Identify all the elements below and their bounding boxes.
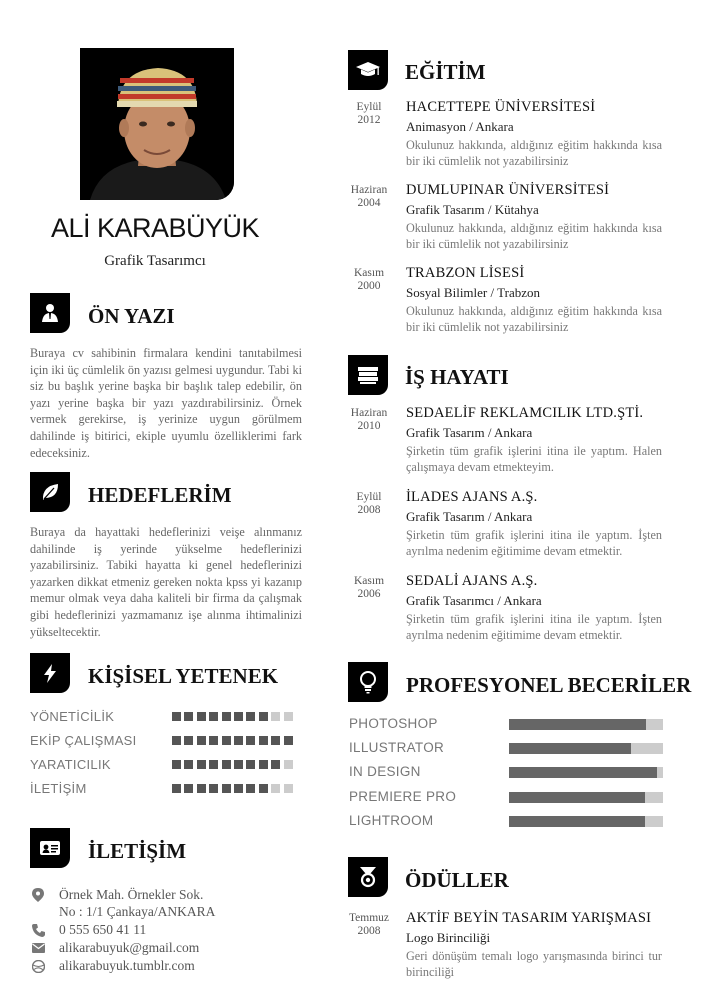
website-link[interactable]: alikarabuyuk.tumblr.com — [59, 958, 195, 973]
skill-level-square — [259, 784, 268, 793]
skill-level-square — [271, 712, 280, 721]
envelope-icon — [31, 941, 45, 955]
skill-level-square — [222, 760, 231, 769]
is-hayati-entry — [344, 487, 674, 571]
iletisim-heading: İLETİŞİM — [88, 839, 187, 863]
pro-skill-row — [349, 739, 669, 757]
pro-skill-row — [349, 788, 669, 806]
kisisel-skill-row — [30, 780, 310, 798]
entry-title: TRABZON LİSESİ — [406, 265, 525, 281]
skill-level-square — [197, 712, 206, 721]
skill-level-square — [184, 712, 193, 721]
entry-month: Eylül — [356, 101, 382, 113]
skill-level-square — [222, 784, 231, 793]
skill-level-square — [184, 760, 193, 769]
on-yazi-heading: ÖN YAZI — [88, 304, 175, 328]
entry-month: Kasım — [353, 267, 385, 279]
egitim-heading: EĞİTİM — [405, 60, 486, 84]
entry-month: Eylül — [356, 491, 382, 503]
skill-level-square — [284, 736, 293, 745]
skill-level-square — [259, 736, 268, 745]
skill-level-square — [197, 760, 206, 769]
skill-level-square — [246, 760, 255, 769]
entry-description: Şirketin tüm grafik işlerini itina ile yaptım. İşten ayrılma nedenim eğitimime devam etmektir. — [406, 528, 662, 558]
is-hayati-list — [344, 403, 674, 648]
skill-level-square — [259, 760, 268, 769]
skill-level-square — [284, 712, 293, 721]
entry-year: 2010 — [357, 420, 381, 432]
skill-level-square — [284, 760, 293, 769]
skill-level-square — [271, 784, 280, 793]
kisisel-skill-list — [30, 708, 310, 808]
skill-level-square — [172, 736, 181, 745]
pro-skill-label: PHOTOSHOP — [349, 716, 438, 731]
lightning-icon — [30, 653, 70, 693]
contact-card-icon — [30, 828, 70, 868]
entry-description: Okulunuz hakkında, aldığınız eğitim hakkında kısa bir iki cümlelik not yazabilirsiniz — [406, 138, 662, 168]
oduller-list — [344, 908, 674, 988]
is-hayati-entry — [344, 403, 674, 487]
entry-description: Şirketin tüm grafik işlerini itina ile yaptım. İşten ayrılma nedenim eğitimime devam etmektir. — [406, 612, 662, 642]
kisisel-heading: KİŞİSEL YETENEK — [88, 664, 279, 688]
skill-level-square — [184, 784, 193, 793]
entry-subtitle: Grafik Tasarım / Kütahya — [406, 202, 539, 217]
skill-level-square — [184, 736, 193, 745]
egitim-entry — [344, 97, 674, 180]
email-link[interactable]: alikarabuyuk@gmail.com — [59, 940, 200, 955]
entry-subtitle: Sosyal Bilimler / Trabzon — [406, 285, 540, 300]
skill-level-square — [234, 712, 243, 721]
entry-subtitle: Grafik Tasarım / Ankara — [406, 509, 533, 524]
phone-number[interactable]: 0 555 650 41 11 — [59, 922, 147, 937]
entry-title: İLADES AJANS A.Ş. — [406, 489, 538, 505]
egitim-entry — [344, 263, 674, 346]
oduller-heading: ÖDÜLLER — [405, 868, 509, 892]
entry-year: 2012 — [357, 114, 381, 126]
entry-year: 2006 — [357, 588, 381, 600]
pro-skill-bar — [509, 719, 663, 730]
pro-skill-row — [349, 763, 669, 781]
leaf-icon — [30, 472, 70, 512]
skill-level-square — [234, 760, 243, 769]
pro-skill-bar-fill — [509, 719, 646, 730]
briefcase-icon — [348, 355, 388, 395]
pro-skill-bar-fill — [509, 816, 645, 827]
skill-level-square — [172, 760, 181, 769]
on-yazi-text: Buraya cv sahibinin firmalara kendini tanıtabilmesi için iki üç cümlelik ön yazısı gelmesi uygundur. Tabi ki siz bu başlık yerine başka bir başlık talep edebilir, ön yazı yerine başka bir yazı yazdırabilirsiniz. Örnek vermek gerekirse, iş yerinize uygun görülmem dahilinde iş bitirici, ekiple uyumlu özelliklerimi fark edeceksiniz. — [30, 346, 302, 460]
pro-skill-bar-fill — [509, 792, 645, 803]
lightbulb-icon — [348, 662, 388, 702]
kisisel-skill-label: EKİP ÇALIŞMASI — [30, 733, 137, 748]
entry-description: Şirketin tüm grafik işlerini itina ile yaptım. Halen çalışmaya devam etmekteyim. — [406, 444, 662, 474]
skill-level-square — [197, 736, 206, 745]
skill-level-square — [197, 784, 206, 793]
profile-photo — [80, 48, 234, 200]
pro-skill-bar-fill — [509, 743, 631, 754]
hedefler-heading: HEDEFLERİM — [88, 483, 232, 507]
skill-level-square — [259, 712, 268, 721]
egitim-entry — [344, 180, 674, 263]
oduller-entry — [344, 908, 674, 992]
entry-month: Temmuz — [348, 912, 390, 924]
location-pin-icon — [31, 888, 45, 902]
entry-subtitle: Grafik Tasarımcı / Ankara — [406, 593, 542, 608]
entry-year: 2004 — [357, 197, 381, 209]
skill-level-square — [246, 784, 255, 793]
entry-subtitle: Animasyon / Ankara — [406, 119, 514, 134]
entry-year: 2000 — [357, 280, 381, 292]
profile-name: ALİ KARABÜYÜK — [50, 213, 260, 243]
is-hayati-heading: İŞ HAYATI — [405, 365, 509, 389]
entry-title: SEDAELİF REKLAMCILIK LTD.ŞTİ. — [406, 405, 644, 421]
pro-skill-bar — [509, 743, 663, 754]
pro-skill-label: LIGHTROOM — [349, 812, 434, 828]
skill-level-square — [209, 760, 218, 769]
entry-month: Haziran — [350, 407, 388, 419]
skill-level-square — [246, 736, 255, 745]
entry-month: Haziran — [350, 184, 388, 196]
skill-level-square — [246, 712, 255, 721]
pro-skill-bar-fill — [509, 767, 657, 778]
trophy-icon — [348, 857, 388, 897]
pro-skill-row — [349, 715, 669, 733]
skill-level-square — [209, 736, 218, 745]
entry-title: HACETTEPE ÜNİVERSİTESİ — [406, 99, 596, 115]
skill-level-square — [284, 784, 293, 793]
kisisel-skill-label: YÖNETİCİLİK — [30, 709, 115, 724]
is-hayati-entry — [344, 571, 674, 655]
skill-level-square — [222, 736, 231, 745]
entry-subtitle: Logo Birinciliği — [406, 930, 491, 945]
entry-title: SEDALİ AJANS A.Ş. — [406, 573, 538, 589]
kisisel-skill-row — [30, 708, 310, 726]
globe-icon — [31, 959, 45, 973]
pro-skill-label: PREMIERE PRO — [349, 788, 457, 804]
entry-title: AKTİF BEYİN TASARIM YARIŞMASI — [406, 910, 652, 926]
kisisel-skill-label: YARATICILIK — [30, 757, 111, 772]
entry-description: Geri dönüşüm temalı logo yarışmasında birinci tur birinciliği — [406, 949, 662, 979]
entry-subtitle: Grafik Tasarım / Ankara — [406, 425, 533, 440]
pro-skill-row — [349, 812, 669, 830]
skill-level-square — [222, 712, 231, 721]
pro-skill-label: IN DESIGN — [349, 764, 421, 780]
skill-level-square — [172, 712, 181, 721]
skill-level-square — [271, 736, 280, 745]
pro-skill-label: ILLUSTRATOR — [349, 740, 445, 756]
entry-year: 2008 — [357, 504, 381, 516]
entry-description: Okulunuz hakkında, aldığınız eğitim hakkında kısa bir iki cümlelik not yazabilirsiniz — [406, 221, 662, 251]
pro-skill-bar — [509, 767, 663, 778]
address-line-2: No : 1/1 Çankaya/ANKARA — [59, 904, 216, 919]
entry-month: Kasım — [353, 575, 385, 587]
skill-level-square — [209, 784, 218, 793]
skill-level-square — [172, 784, 181, 793]
entry-year: 2008 — [357, 925, 381, 937]
kisisel-skill-row — [30, 732, 310, 750]
entry-title: DUMLUPINAR ÜNİVERSİTESİ — [406, 182, 610, 198]
skill-level-square — [234, 736, 243, 745]
pro-skill-bar — [509, 816, 663, 827]
skill-level-square — [234, 784, 243, 793]
egitim-list — [344, 97, 674, 342]
pro-skill-bar — [509, 792, 663, 803]
skill-level-square — [209, 712, 218, 721]
address-line-1: Örnek Mah. Örnekler Sok. — [59, 887, 204, 902]
profile-title: Grafik Tasarımcı — [104, 253, 206, 269]
hedefler-text: Buraya da hayattaki hedeflerinizi veişe alınmanız dahilinde iş yerinde yükselme hedeflerinizi yazabilirsiniz. Tabiki hayatta ki genel hedeflerinizi yazarken dikkat etmeniz gereken nokta kpss yi kazanıp memur olmak veya daha kaliteli bir firma da çalışmak gibi hedeflerinizi yazmamanız işe alınma ihtimalinizi yükseltecektir. — [30, 525, 302, 639]
profesyonel-skill-list — [349, 715, 679, 835]
kisisel-skill-row — [30, 756, 310, 774]
skill-level-square — [271, 760, 280, 769]
kisisel-skill-label: İLETİŞİM — [30, 781, 87, 796]
entry-description: Okulunuz hakkında, aldığınız eğitim hakkında kısa bir iki cümlelik not yazabilirsiniz — [406, 304, 662, 334]
person-icon — [30, 293, 70, 333]
phone-icon — [31, 923, 45, 937]
profesyonel-heading: PROFESYONEL BECERİLER — [406, 673, 692, 697]
graduation-cap-icon — [348, 50, 388, 90]
